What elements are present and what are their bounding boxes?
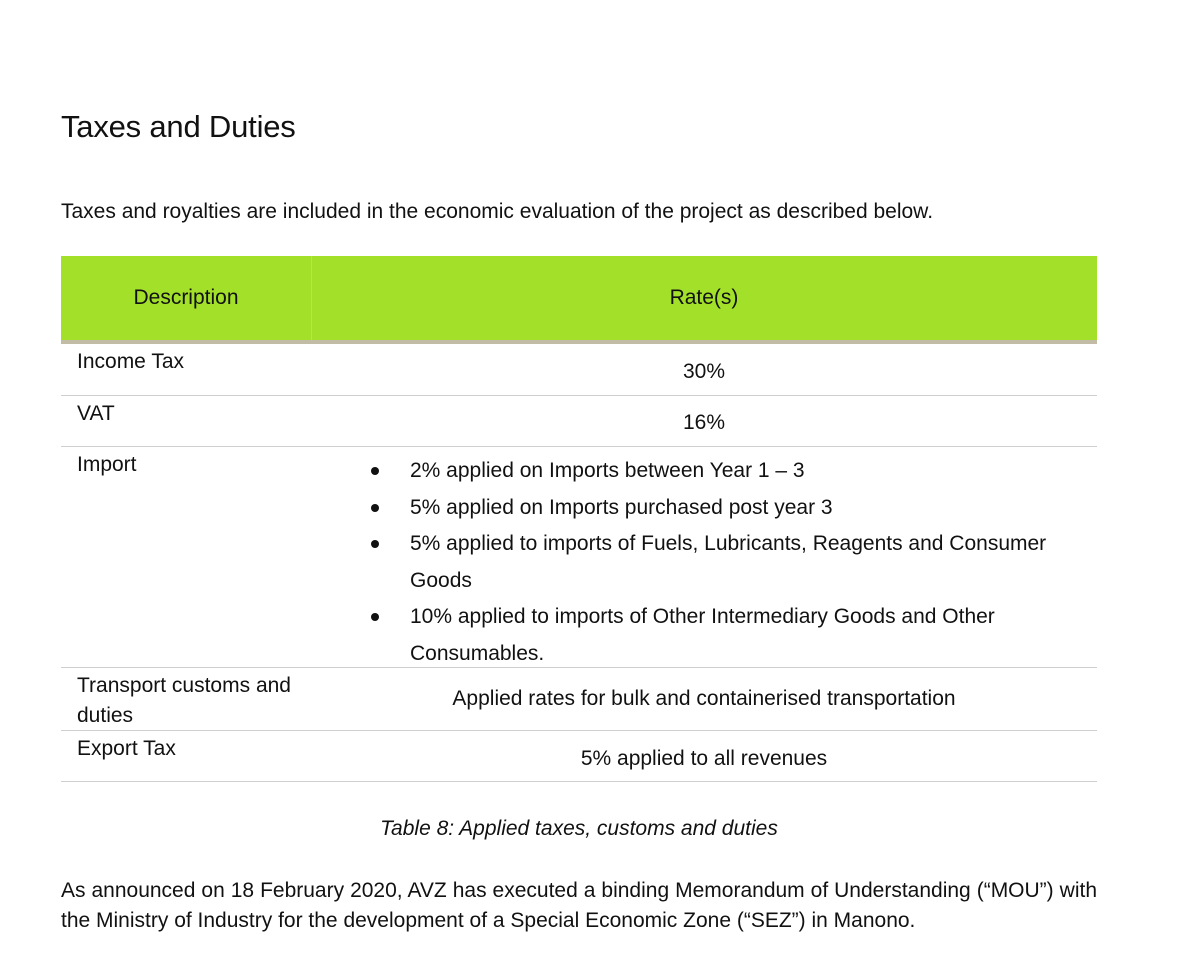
bullet-icon [371,613,379,621]
header-description: Description [133,286,239,309]
intro-paragraph: Taxes and royalties are included in the economic evaluation of the project as described below. [61,200,934,223]
table-caption: Table 8: Applied taxes, customs and duties [380,817,778,840]
row-rate: 5% applied to all revenues [580,747,828,770]
row-rate: 30% [682,360,726,383]
table-header [61,256,1097,344]
list-item [371,490,1071,527]
bullet-text: 5% applied on Imports purchased post year 3 [410,495,833,519]
table-row [61,396,1097,447]
table-row [61,668,1097,731]
bullet-text: 10% applied to imports of Other Intermediary Goods and Other Consumables. [410,605,995,665]
row-description: VAT [77,402,115,425]
row-description: Income Tax [77,350,184,373]
table-row [61,731,1097,782]
list-item [371,526,1071,599]
row-description: Export Tax [77,737,176,760]
import-rate-list [371,453,1071,672]
row-description: Transport customs and duties [77,674,291,727]
bullet-text: 5% applied to imports of Fuels, Lubricants, Reagents and Consumer Goods [410,532,1047,592]
list-item [371,453,1071,490]
table-row [61,447,1097,668]
list-item [371,599,1071,672]
header-rates: Rate(s) [669,286,739,309]
section-heading: Taxes and Duties [61,109,296,144]
taxes-table [61,256,1097,782]
bullet-icon [371,504,379,512]
row-rate: Applied rates for bulk and containerised transportation [452,687,956,710]
table-row [61,344,1097,396]
bullet-icon [371,540,379,548]
row-rate: 16% [682,411,726,434]
row-description: Import [77,453,137,476]
bullet-icon [371,467,379,475]
body-paragraph: As announced on 18 February 2020, AVZ has executed a binding Memorandum of Understanding (“MOU”) with the Ministry of Industry for the development of a Special Economic Zone (“SEZ”) in Manono. [61,879,1097,932]
bullet-text: 2% applied on Imports between Year 1 – 3 [410,459,805,482]
